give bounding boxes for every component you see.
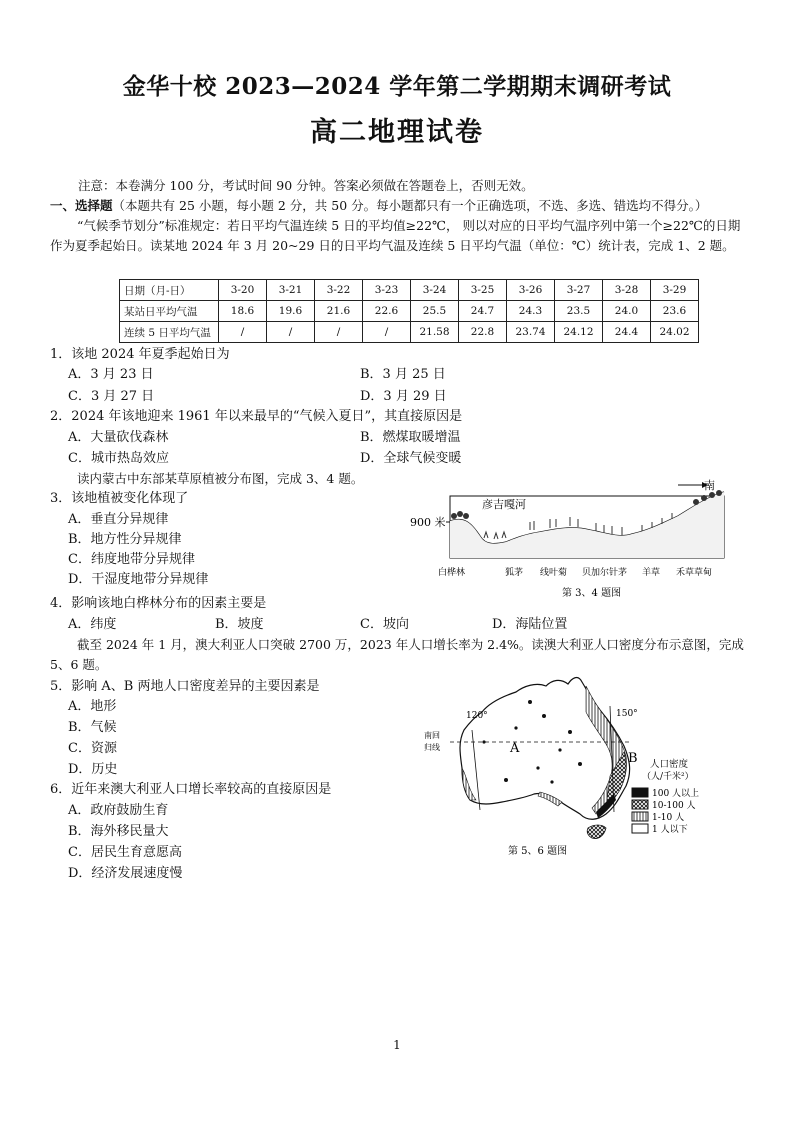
temperature-table — [119, 279, 699, 343]
table-cell: 3-27 — [555, 280, 603, 301]
label-b: B — [628, 751, 638, 766]
q1-option-d: D．3 月 29 日 — [360, 389, 447, 404]
q6-option-b: B．海外移民量大 — [68, 824, 169, 839]
q3-option-a: A．垂直分异规律 — [68, 512, 169, 527]
table-cell: 3-26 — [507, 280, 555, 301]
table-cell: 19.6 — [267, 301, 315, 322]
section-heading — [50, 196, 707, 216]
row-header: 某站日平均气温 — [120, 301, 219, 322]
legend-meadow: 禾草草甸 — [676, 568, 713, 578]
exam-subtitle: 高二地理试卷 — [310, 117, 484, 148]
question-6: 6．近年来澳大利亚人口增长率较高的直接原因是 — [50, 782, 332, 797]
q4-option-d: D．海陆位置 — [492, 617, 568, 632]
q4-option-c: C．坡向 — [360, 617, 409, 632]
table-row — [120, 280, 699, 301]
tropic-label-2: 归线 — [424, 743, 440, 752]
table-cell: 18.6 — [219, 301, 267, 322]
table-cell: 24.7 — [459, 301, 507, 322]
legend-item: 1 人以下 — [652, 825, 688, 835]
intro-3-4: 读内蒙古中东部某草原植被分布图，完成 3、4 题。 — [77, 471, 364, 486]
table-cell: 23.74 — [507, 322, 555, 343]
label-a: A — [510, 741, 520, 756]
elevation-label: 900 米 — [410, 516, 446, 529]
q3-option-c: C．纬度地带分异规律 — [68, 552, 195, 567]
question-5: 5．影响 A、B 两地人口密度差异的主要因素是 — [50, 679, 320, 694]
table-cell: 3-25 — [459, 280, 507, 301]
q1-option-c: C．3 月 27 日 — [68, 389, 155, 404]
q6-option-a: A．政府鼓励生育 — [68, 803, 169, 818]
lon-150-label: 150° — [616, 709, 638, 719]
table-cell: 24.4 — [603, 322, 651, 343]
table-cell: / — [315, 322, 363, 343]
tasmania — [587, 825, 606, 839]
australia-density-map — [420, 672, 720, 862]
table-cell: / — [219, 322, 267, 343]
vegetation-legend — [438, 566, 712, 578]
table-cell: 24.12 — [555, 322, 603, 343]
density-legend — [632, 787, 699, 835]
legend-birch: 白桦林 — [438, 568, 466, 578]
q6-option-c: C．居民生育意愿高 — [68, 845, 182, 860]
legend-item: 1-10 人 — [652, 813, 685, 823]
q4-option-a: A．纬度 — [68, 617, 117, 632]
table-cell: 25.5 — [411, 301, 459, 322]
table-cell: 3-24 — [411, 280, 459, 301]
row-header: 日期（月-日） — [120, 280, 219, 301]
table-cell: 23.6 — [651, 301, 699, 322]
river-label: 彦吉嘎河 — [482, 498, 526, 511]
row-header: 连续 5 日平均气温 — [120, 322, 219, 343]
legend-item: 100 人以上 — [652, 789, 700, 799]
page-number: 1 — [393, 1038, 401, 1052]
table-cell: 23.5 — [555, 301, 603, 322]
q2-option-c: C．城市热岛效应 — [68, 451, 169, 466]
q1-option-b: B．3 月 25 日 — [360, 367, 446, 382]
table-cell: 21.6 — [315, 301, 363, 322]
table-cell: 3-23 — [363, 280, 411, 301]
tropic-label-1: 南回 — [424, 731, 440, 740]
table-cell: 24.0 — [603, 301, 651, 322]
section-label: 一、选择题 — [50, 198, 113, 213]
question-3: 3．该地植被变化体现了 — [50, 491, 189, 506]
q2-option-a: A．大量砍伐森林 — [68, 430, 169, 445]
table-cell: 24.3 — [507, 301, 555, 322]
exam-title: 金华十校 2023—2024 学年第二学期期末调研考试 — [122, 73, 672, 100]
notice: 注意：本卷满分 100 分，考试时间 90 分钟。答案必须做在答题卷上，否则无效。 — [78, 178, 534, 193]
table-cell: 21.58 — [411, 322, 459, 343]
table-cell: 3-20 — [219, 280, 267, 301]
intro-5-6: 截至 2024 年 1 月，澳大利亚人口突破 2700 万，2023 年人口增长率为 2.4%。读澳大利亚人口密度分布示意图，完成 5、6 题。 — [50, 637, 744, 672]
legend-item: 10-100 人 — [652, 801, 696, 811]
table-cell: 3-28 — [603, 280, 651, 301]
legend-leymus: 羊草 — [642, 568, 661, 578]
question-2: 2．2024 年该地迎来 1961 年以来最早的“气候入夏日”，其直接原因是 — [50, 409, 463, 424]
table-cell: 3-22 — [315, 280, 363, 301]
question-4: 4．影响该地白桦林分布的因素主要是 — [50, 596, 267, 611]
q3-option-b: B．地方性分异规律 — [68, 532, 182, 547]
q6-option-d: D．经济发展速度慢 — [68, 866, 183, 881]
intro-1-2: “气候季节划分”标准规定：若日平均气温连续 5 日的平均值≥22℃， 则以对应的日平均气温序列中第一个≥22℃的日期作为夏季起始日。读某地 2024 年 3 月 20~29 日的日平均气温及连续 5 日平均气温（单位：℃）统计表，完成 1、2 题。 — [50, 218, 741, 253]
q4-option-b: B．坡度 — [215, 617, 264, 632]
q5-option-c: C．资源 — [68, 741, 117, 756]
question-1: 1．该地 2024 年夏季起始日为 — [50, 347, 230, 362]
figure-56-caption: 第 5、6 题图 — [508, 846, 568, 857]
table-cell: / — [267, 322, 315, 343]
section-desc: （本题共有 25 小题，每小题 2 分，共 50 分。每小题都只有一个正确选项，不选、多选、错选均不得分。） — [112, 198, 708, 213]
legend-stipa: 贝加尔针茅 — [582, 568, 628, 578]
q2-option-d: D．全球气候变暖 — [360, 451, 462, 466]
q5-option-b: B．气候 — [68, 720, 117, 735]
south-label: 南 — [704, 479, 715, 492]
legend-filifolium: 线叶菊 — [540, 568, 568, 578]
legend-fescue: 狐茅 — [505, 568, 524, 578]
q5-option-d: D．历史 — [68, 762, 118, 777]
lon-120-label: 120° — [466, 711, 488, 721]
figure-34-caption: 第 3、4 题图 — [562, 588, 622, 599]
table-cell: 22.8 — [459, 322, 507, 343]
table-row — [120, 301, 699, 322]
table-cell: 3-29 — [651, 280, 699, 301]
table-cell: 3-21 — [267, 280, 315, 301]
table-cell: / — [363, 322, 411, 343]
q1-option-a: A．3 月 23 日 — [68, 367, 154, 382]
q5-option-a: A．地形 — [68, 699, 117, 714]
q3-option-d: D．干湿度地带分异规律 — [68, 572, 209, 587]
legend-unit: （人/千米²） — [642, 772, 694, 782]
vegetation-profile-figure — [410, 476, 730, 602]
table-cell: 22.6 — [363, 301, 411, 322]
legend-title: 人口密度 — [650, 759, 689, 770]
q2-option-b: B．燃煤取暖增温 — [360, 430, 461, 445]
table-row — [120, 322, 699, 343]
table-cell: 24.02 — [651, 322, 699, 343]
